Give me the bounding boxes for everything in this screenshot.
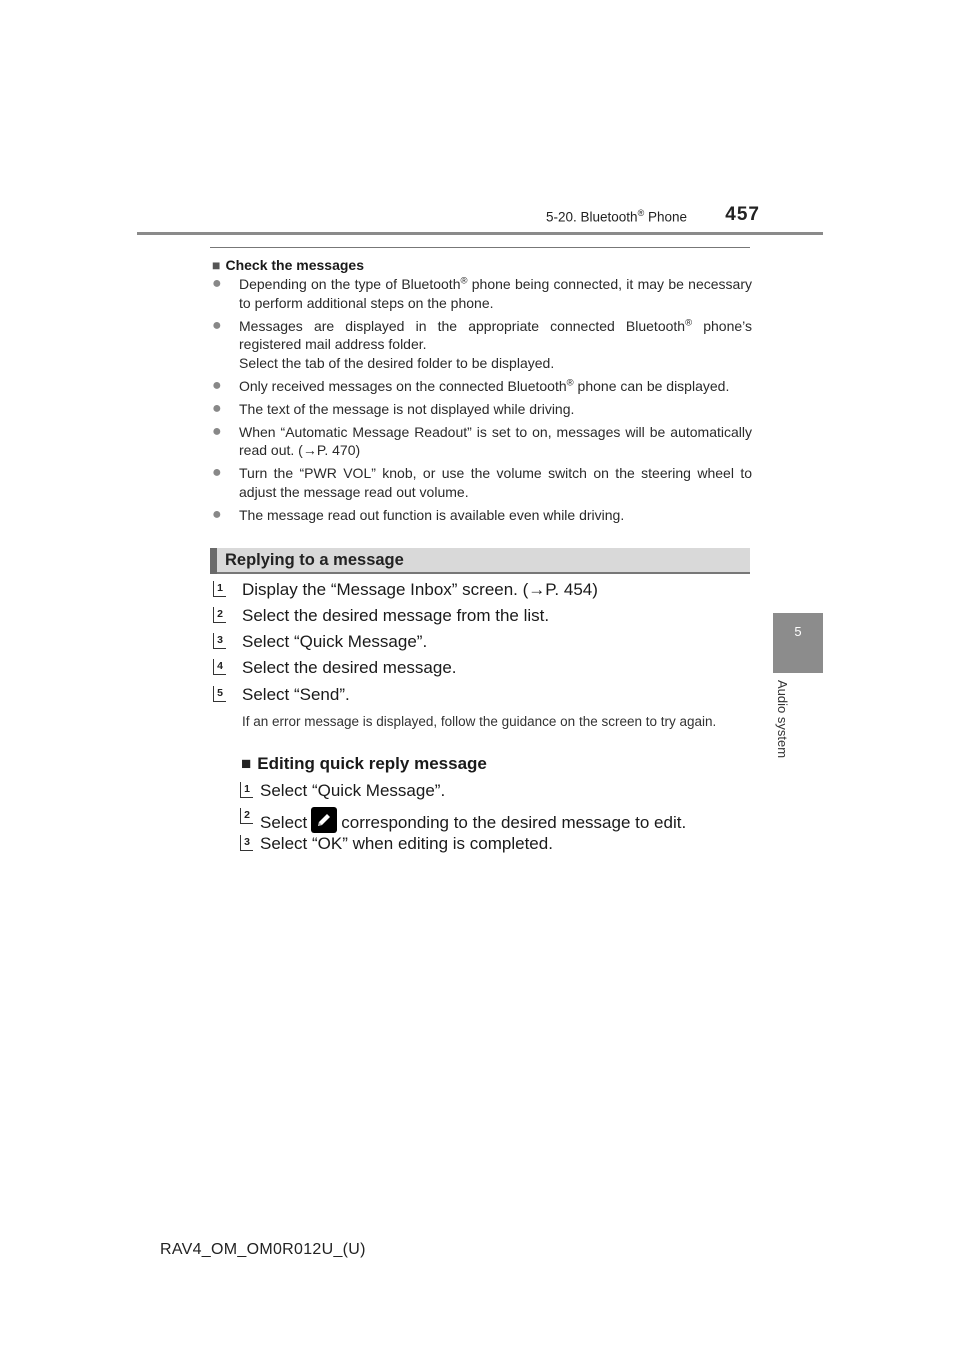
pencil-icon	[311, 807, 337, 833]
bullet-marker: ●	[212, 376, 222, 394]
bullet-marker: ●	[212, 399, 222, 417]
note-text: If an error message is displayed, follow the guidance on the screen to try again.	[242, 714, 717, 729]
step-number: 3	[213, 633, 226, 649]
bullet-marker: ●	[212, 316, 222, 334]
list-item: ● Turn the “PWR VOL” knob, or use the volume switch on the steering wheel to adjust the message read out volume.	[212, 464, 752, 500]
chapter-tab	[773, 613, 823, 673]
step-text: Display the “Message Inbox” screen. (→P. 454)	[242, 580, 598, 599]
header-rule	[137, 232, 823, 235]
step-text: Select the desired message.	[242, 658, 457, 677]
list-item: ● The message read out function is available even while driving.	[212, 505, 625, 523]
chapter-number: 5	[794, 624, 802, 639]
step-text: Select corresponding to the desired message to edit.	[260, 807, 686, 833]
section-header-accent	[210, 548, 217, 574]
step-text: Select the desired message from the list.	[242, 606, 550, 625]
step-number: 1	[213, 581, 226, 597]
check-messages-heading: ■ Check the messages	[212, 257, 364, 273]
content-rule	[210, 247, 750, 248]
bullet-marker: ●	[212, 464, 222, 481]
list-item: ● Messages are displayed in the appropriate connected Bluetooth® phone’s registered mail address folder. Select the tab of the desired folder to be displayed.	[212, 316, 752, 371]
step-text: Select “OK” when editing is completed.	[260, 834, 553, 853]
step-text: Select “Quick Message”.	[260, 781, 446, 800]
step-text: Select “Quick Message”.	[242, 632, 428, 651]
list-item: ● Depending on the type of Bluetooth® phone being connected, it may be necessary to perform additional steps on the phone.	[212, 275, 752, 311]
subsection-heading: ■ Editing quick reply message	[241, 754, 487, 773]
bullet-marker: ●	[212, 275, 222, 292]
check-messages-list	[212, 275, 752, 529]
step-number: 1	[240, 782, 253, 798]
step-number: 4	[213, 659, 226, 675]
list-item: ● When “Automatic Message Readout” is set to on, messages will be automatically read out. (→P. 470)	[212, 422, 752, 458]
bullet-marker: ●	[212, 422, 222, 440]
list-item: ● The text of the message is not displayed while driving.	[212, 399, 575, 417]
document-code: RAV4_OM_OM0R012U_(U)	[160, 1241, 366, 1258]
step-number: 2	[213, 607, 226, 623]
step-number: 3	[240, 835, 253, 851]
chapter-label: Audio system	[775, 680, 790, 759]
step-number: 5	[213, 686, 226, 702]
step-number: 2	[240, 808, 253, 824]
bullet-marker: ●	[212, 505, 222, 523]
section-title: Replying to a message	[225, 551, 404, 569]
page-number: 457	[725, 204, 760, 225]
step-text: Select “Send”.	[242, 685, 350, 704]
running-header: 5-20. Bluetooth® Phone	[545, 208, 687, 225]
list-item: ● Only received messages on the connected Bluetooth® phone can be displayed.	[212, 376, 730, 394]
